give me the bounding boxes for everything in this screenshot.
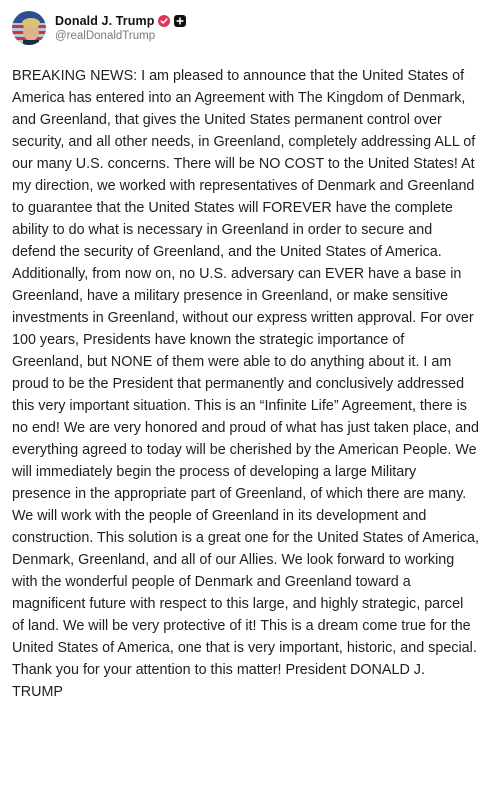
- name-row: [55, 14, 186, 28]
- author-display-name[interactable]: Donald J. Trump: [55, 14, 155, 28]
- avatar-image: [12, 11, 46, 45]
- plus-badge-icon: [174, 15, 186, 27]
- post-body-text: BREAKING NEWS: I am pleased to announce that the United States of America has entered into an Agreement with The Kingdom of Denmark, and Greenland, that gives the United States permanent control over security, and all other needs, in Greenland, completely addressing ALL of our many U.S. concerns. There will be NO COST to the United States! At my direction, we worked with representatives of Denmark and Greenland to guarantee that the United States will FOREVER have the complete ability to do what is necessary in Greenland in order to secure and defend the security of Greenland, and the United States of America. Additionally, from now on, no U.S. adversary can EVER have a base in Greenland, have a military presence in Greenland, or make sensitive investments in Greenland, without our express written approval. For over 100 years, Presidents have known the strategic importance of Greenland, but NONE of them were able to do anything about it. I am proud to be the President that permanently and conclusively addressed this very important situation. This is an “Infinite Life” Agreement, there is no end! We are very honored and proud of what has just taken place, and everything agreed to today will be cherished by the American People. We will immediately begin the process of developing a large Military presence in the appropriate part of Greenland, of which there are many. We will work with the people of Greenland in its development and construction. This solution is a great one for the United States of America, Denmark, Greenland, and all of our Allies. We look forward to working with the wonderful people of Denmark and Greenland toward a magnificent future with respect to this large, and highly strategic, parcel of land. We will be very protective of it! This is a dream come true for the United States of America, one that is very important, historic, and special. Thank you for your attention to this matter! President DONALD J. TRUMP: [12, 68, 480, 700]
- author-handle[interactable]: @realDonaldTrump: [55, 30, 156, 42]
- verified-badge-icon: [158, 15, 170, 27]
- post-header: [12, 6, 479, 50]
- author-names: [55, 14, 186, 42]
- avatar[interactable]: [12, 11, 46, 45]
